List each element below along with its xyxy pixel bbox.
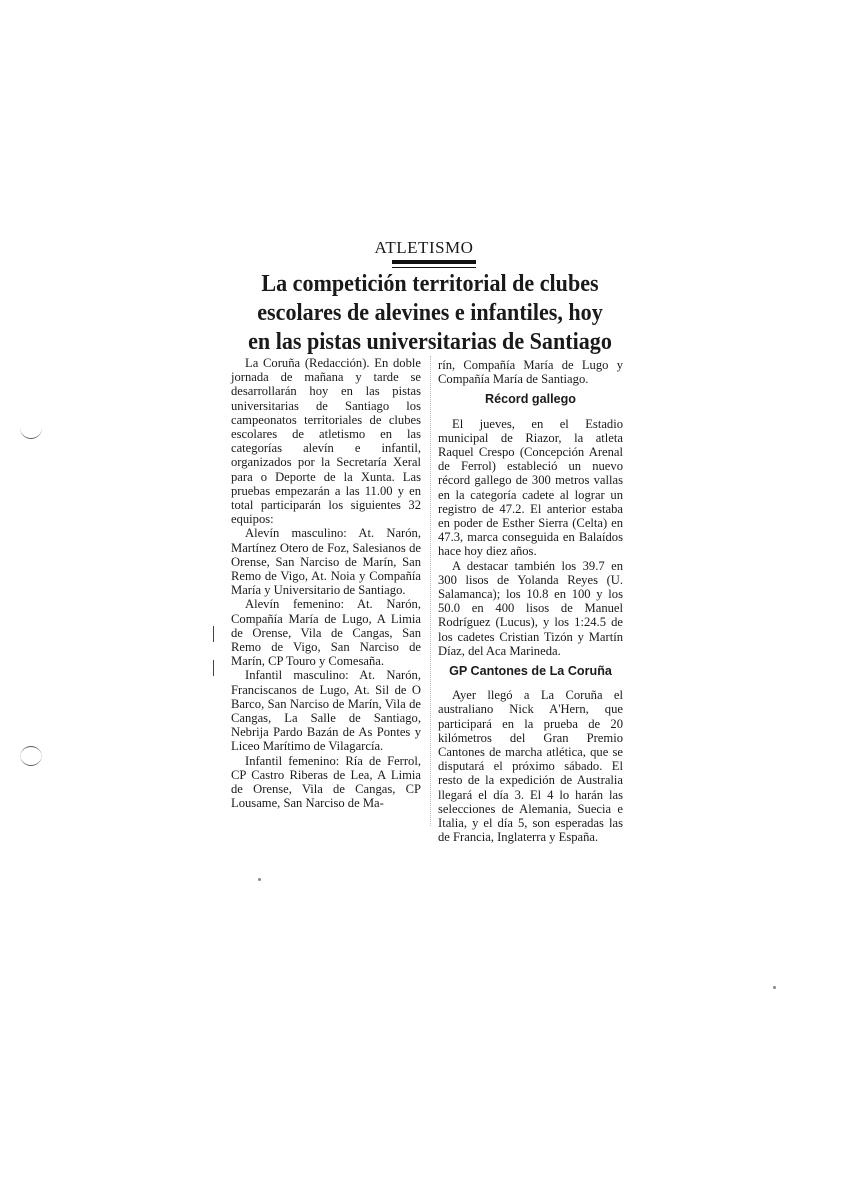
paragraph: La Coruña (Redacción). En doble jornada de mañana y tarde se desarrollarán hoy en las pistas universitarias de Santiago los campeonatos territoriales de clubes escolares de atletismo en las categorías alevín e infantil, organizados por la Secretaría Xeral para o Deporte de la Xunta. Las pruebas empezarán a las 11.00 y en total participarán los siguientes 32 equipos: bbox=[231, 356, 421, 527]
punch-hole-artifact bbox=[20, 428, 42, 439]
subheading-gp: GP Cantones de La Coruña bbox=[449, 664, 612, 679]
left-column bbox=[231, 356, 421, 811]
scan-speck bbox=[773, 986, 776, 989]
paragraph: Infantil femenino: Ría de Ferrol, CP Castro Riberas de Lea, A Limia de Orense, Vila de Cangas, CP Lousame, San Narciso de Ma- bbox=[231, 753, 421, 811]
section-rule bbox=[392, 260, 476, 264]
scan-speck bbox=[258, 878, 261, 881]
paragraph: El jueves, en el Estadio municipal de Riazor, la atleta Raquel Crespo (Concepción Arenal de Ferrol) estableció un nuevo récord gallego de 300 metros vallas en la categoría cadete al lograr un registro de 47.2. El anterior estaba en poder de Esther Sierra (Celta) en 47.3, marca conseguida en Balaídos hace hoy diez años. bbox=[438, 416, 623, 559]
paragraph: Alevín femenino: At. Narón, Compañía María de Lugo, A Limia de Orense, Vila de Cangas, San Remo de Vigo, San Narciso de Marín, CP Touro y Comesaña. bbox=[231, 597, 421, 669]
subheading-record: Récord gallego bbox=[485, 392, 576, 407]
right-column bbox=[438, 358, 623, 845]
paragraph: A destacar también los 39.7 en 300 lisos de Yolanda Reyes (U. Salamanca); los 10.8 en 100 y los 50.0 en 400 lisos de Manuel Rodríguez (Lucus), y los 1:24.5 de los cadetes Cristian Tizón y Martín Díaz, del Aca Marineda. bbox=[438, 558, 623, 658]
paragraph: Alevín masculino: At. Narón, Martínez Otero de Foz, Salesianos de Orense, San Narciso de Marín, San Remo de Vigo, At. Noia y Compañía María y Universitario de Santiago. bbox=[231, 526, 421, 598]
paragraph: Ayer llegó a La Coruña el australiano Nick A'Hern, que participará en la prueba de 20 kilómetros del Gran Premio Cantones de marcha atlética, que se disputará el próximo sábado. El resto de la expedición de Australia llegará el día 3. El 4 lo harán las selecciones de Alemania, Suecia e Italia, y el día 5, son esperadas las de Francia, Inglaterra y España. bbox=[438, 688, 623, 845]
column-divider bbox=[430, 356, 431, 826]
scan-mark bbox=[213, 626, 214, 642]
section-rule-thin bbox=[392, 267, 476, 268]
paragraph: rín, Compañía María de Lugo y Compañía María de Santiago. bbox=[438, 358, 623, 387]
punch-hole-artifact bbox=[20, 755, 42, 766]
headline: La competición territorial de clubes escolares de alevines e infantiles, hoy en las pistas universitarias de Santiago bbox=[248, 271, 612, 355]
scan-mark bbox=[213, 660, 214, 676]
paragraph: Infantil masculino: At. Narón, Franciscanos de Lugo, At. Sil de O Barco, San Narciso de Marín, Vila de Cangas, La Salle de Santiago, Nebrija Pardo Bazán de As Pontes y Liceo Marítimo de Vilagarcía. bbox=[231, 668, 421, 754]
section-label: ATLETISMO bbox=[374, 238, 474, 257]
